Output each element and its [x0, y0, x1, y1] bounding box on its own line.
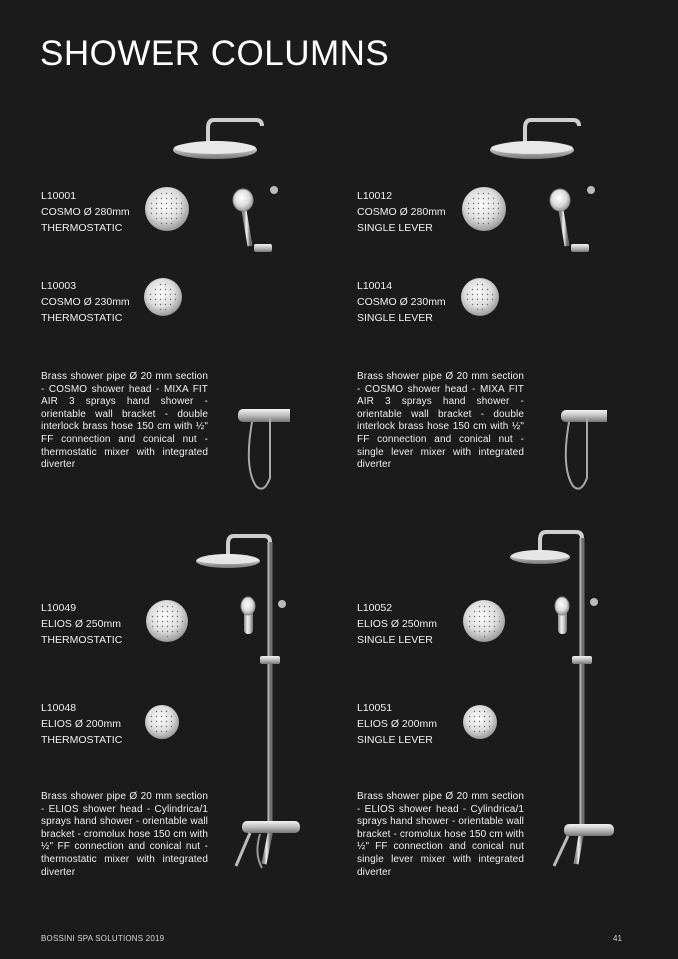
product-type: SINGLE LEVER — [357, 634, 433, 646]
product-description: Brass shower pipe Ø 20 mm section - ELIOS shower head - Cylindrica/1 sprays hand shower - orientable wall bracket - cromolux hose 150 cm with ½" FF connection and conical nut - thermostatic mixer with integrated diverter — [41, 791, 208, 878]
page-title: SHOWER COLUMNS — [40, 34, 390, 73]
shower-column-image — [506, 530, 616, 870]
product-type: THERMOSTATIC — [41, 312, 123, 324]
footer-brand: BOSSINI SPA SOLUTIONS 2019 — [41, 934, 165, 943]
product-code: L10001 — [41, 190, 77, 202]
product-description: Brass shower pipe Ø 20 mm section - ELIOS shower head - Cylindrica/1 sprays hand shower - orientable wall bracket - cromolux hose 150 cm with ½" FF connection and conical nut single lever mixer with integrated diverter — [357, 791, 524, 878]
product-code: L10003 — [41, 280, 77, 292]
shower-head-thumbnail — [462, 599, 506, 643]
product-type: THERMOSTATIC — [41, 222, 123, 234]
product-type: SINGLE LEVER — [357, 312, 433, 324]
product-code: L10012 — [357, 190, 393, 202]
product-code: L10052 — [357, 602, 393, 614]
product-model: COSMO Ø 230mm — [357, 296, 446, 308]
shower-head-thumbnail — [145, 599, 189, 643]
product-model: ELIOS Ø 200mm — [357, 718, 437, 730]
product-description: Brass shower pipe Ø 20 mm section - COSMO shower head - MIXA FIT AIR 3 sprays hand shower - orientable wall bracket - double interlock brass hose 150 cm with ½" FF connection and conical nut - thermostatic mixer with integrated diverter — [41, 371, 208, 471]
shower-head-thumbnail — [144, 704, 180, 740]
shower-column-image — [170, 118, 290, 498]
product-type: THERMOSTATIC — [41, 734, 123, 746]
product-model: ELIOS Ø 200mm — [41, 718, 121, 730]
shower-column-image — [487, 118, 607, 498]
product-code: L10049 — [41, 602, 77, 614]
product-code: L10051 — [357, 702, 393, 714]
product-model: COSMO Ø 280mm — [41, 206, 130, 218]
page-number: 41 — [613, 934, 622, 943]
shower-column-image — [194, 534, 304, 874]
product-type: SINGLE LEVER — [357, 222, 433, 234]
product-code: L10048 — [41, 702, 77, 714]
product-description: Brass shower pipe Ø 20 mm section - COSMO shower head - MIXA FIT AIR 3 sprays hand shower - orientable wall bracket - double interlock brass hose 150 cm with ½" FF connection and conical nut - single lever mixer with integrated diverter — [357, 371, 524, 471]
product-model: COSMO Ø 280mm — [357, 206, 446, 218]
product-code: L10014 — [357, 280, 393, 292]
product-type: THERMOSTATIC — [41, 634, 123, 646]
product-model: ELIOS Ø 250mm — [357, 618, 437, 630]
product-type: SINGLE LEVER — [357, 734, 433, 746]
shower-head-thumbnail — [462, 704, 498, 740]
product-model: COSMO Ø 230mm — [41, 296, 130, 308]
product-model: ELIOS Ø 250mm — [41, 618, 121, 630]
